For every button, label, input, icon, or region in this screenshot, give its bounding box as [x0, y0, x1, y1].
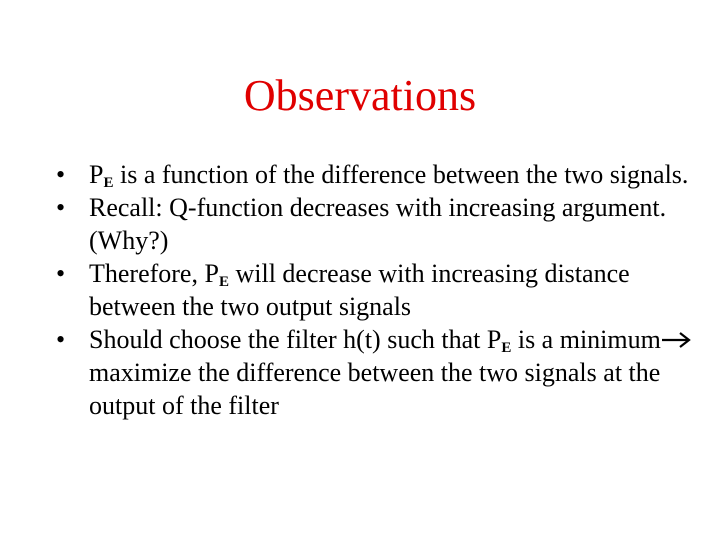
bullet-text: will decrease with increasing distance between the two output signals — [89, 259, 630, 321]
bullet-text: maximize the difference between the two signals at the output of the filter — [89, 358, 661, 420]
bullet-dot: • — [56, 325, 66, 354]
bullet-dot: • — [56, 259, 66, 288]
bullet-dot: • — [56, 160, 66, 189]
bullet-item-4 — [56, 323, 696, 422]
bullet-item-1 — [56, 158, 696, 191]
bullet-list — [56, 158, 696, 422]
bullet-text: is a minimum — [511, 325, 661, 354]
bullet-text: Should choose the filter h(t) such that — [89, 325, 487, 354]
bullet-item-2 — [56, 191, 696, 257]
bullet-dot: • — [56, 193, 66, 222]
bullet-text: Recall: Q-function decreases with increasing argument. (Why?) — [89, 193, 667, 255]
pe-symbol: $P_E$ — [486, 325, 512, 356]
bullet-text: is a function of the difference between the two signals. — [113, 160, 689, 189]
bullet-text: Therefore, — [89, 259, 205, 288]
pe-symbol: $P_E$ — [204, 259, 229, 290]
pe-symbol: $P_E$ — [89, 160, 114, 191]
right-arrow-icon — [661, 330, 695, 350]
bullet-item-3 — [56, 257, 696, 323]
slide-title: Observations — [243, 71, 477, 120]
